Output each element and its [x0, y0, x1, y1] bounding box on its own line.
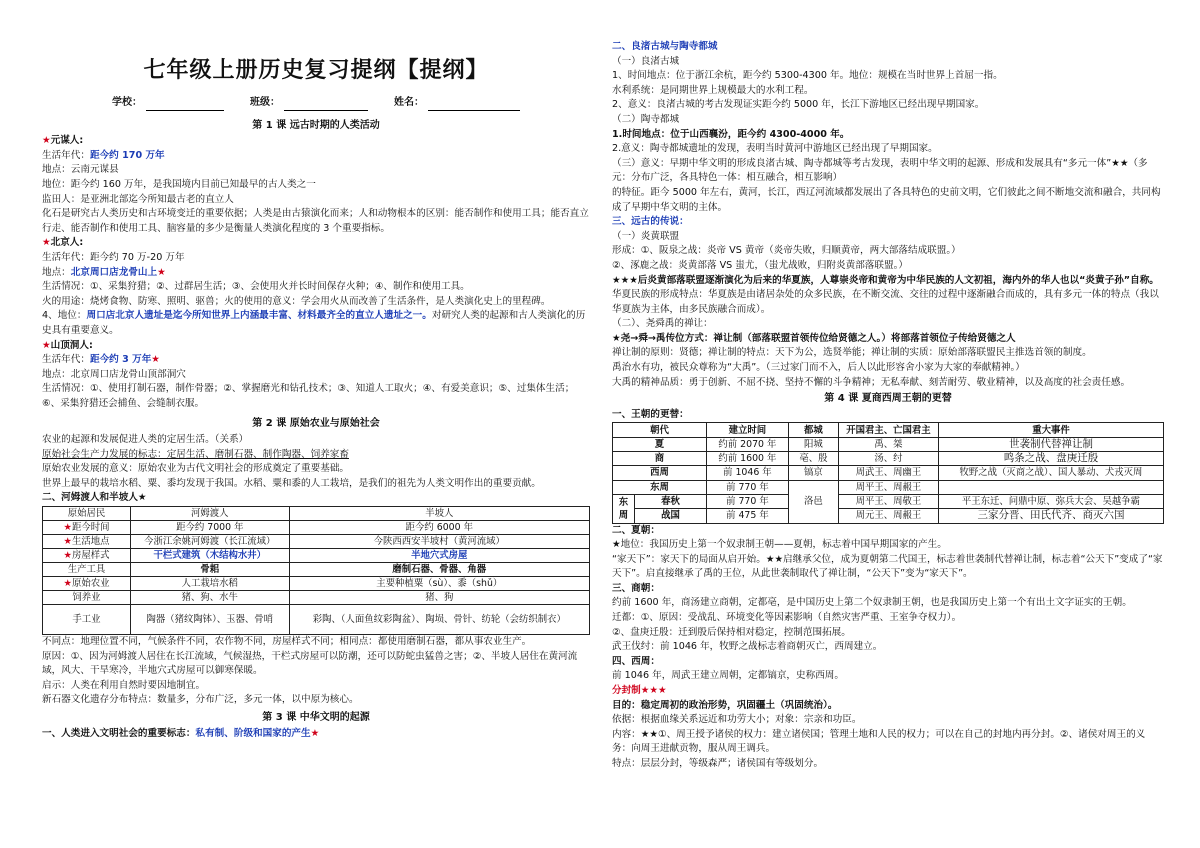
r-line: 华夏民族的形成特点：华夏族是由诸居杂处的众多民族，在不断交流、交往的过程中逐渐融合而成的，具有多元一体的特点（我以华夏族为主体，由多民族融合而成）。	[612, 289, 1159, 315]
after-line: 新石器文化遗存分布特点：数量多，分布广泛，多元一体，以中原为核心。	[42, 694, 359, 706]
beijing-line: 4、地位：周口店北京人遗址是迄今所知世界上内涵最丰富、材料最齐全的直立人遗址之一。对研究人类的起源和古人类演化的历史具有重要意义。	[42, 310, 586, 336]
beijing-head: ★北京人:	[42, 237, 84, 249]
r-line: 的特征。距今 5000 年左右，黄河，长江，西辽河流域都发展出了各具特色的史前文明，它们彼此之间不断地交流和融合，共同构成了早期中华文明的主体。	[612, 186, 1161, 213]
l2-line: 原始社会生产力发展的标志：定居生活、磨制石器、制作陶器、饲养家畜	[42, 448, 349, 460]
section-heading: 一、王朝的更替：	[612, 408, 689, 420]
r-line: 内容：★★①、周王授予诸侯的权力：建立诸侯国；管理土地和人民的权力；可以在自己的封地内再分封。②、诸侯对周王的义务：向周王进献贡物，服从周王调兵。	[612, 728, 1146, 755]
sdd-line: 生活年代：距今约 3 万年★	[42, 354, 160, 366]
l3-heading: 一、人类进入文明社会的重要标志：私有制、阶级和国家的产生★	[42, 727, 320, 739]
r-line: “家天下”：家天下的局面从启开始。★★启继承父位，成为夏朝第二代国王，标志着世袭制代替禅让制，标志着“公天下”变成了“家天下”。启直接继承了禹的王位，从此世袭制取代了禅让制，“公天下”变为“家天下”。	[612, 553, 1163, 580]
table-row: 东周 前 770 年 洛邑 周平王、周赧王	[613, 480, 1164, 494]
r-line: 2.意义：陶寺都城遗址的发现，表明当时黄河中游地区已经出现了早期国家。	[612, 143, 938, 155]
table-row: ★房屋样式 干栏式建筑（木结构水井） 半地穴式房屋	[43, 549, 590, 563]
yuanmou-line: 化石是研究古人类历史和古环境变迁的重要依据；人类是由古猿演化而来；人和动物根本的区别：能否制作和使用工具；能否直立行走、能否制作和使用工具、脑容量的多少是衡量人类演化程度的 3 个重要指标。	[42, 208, 589, 234]
hemudu-banpo-table	[42, 506, 590, 635]
section-heading: 二、良渚古城与陶寺都城	[612, 41, 718, 52]
lesson-4-title: 第 4 课 夏商西周王朝的更替	[824, 393, 952, 405]
r-line: 2、意义：良渚古城的考古发现证实距今约 5000 年，长江下游地区已经出现早期国家。	[612, 99, 985, 111]
table-row: 东周 春秋 前 770 年 周平王、周敬王 平王东迁、问鼎中原、弥兵大会、吴越争霸	[613, 494, 1164, 508]
table-header-row: 朝代 建立时间 都城 开国君主、亡国君主 重大事件	[613, 423, 1164, 437]
r-line: 依据：根据血缘关系远近和功劳大小；对象：宗亲和功臣。	[612, 714, 862, 726]
section-heading: 四、西周：	[612, 655, 660, 667]
table-row: ★距今时间 距今约 7000 年 距今约 6000 年	[43, 521, 590, 535]
table-row: 战国 前 475 年 周元王、周赧王 三家分晋、田氏代齐、商灭六国	[613, 509, 1164, 523]
r-line: （一）良渚古城	[612, 55, 680, 67]
right-column	[612, 40, 1164, 772]
table-row: 夏 约前 2070 年 阳城 禹、桀 世袭制代替禅让制	[613, 437, 1164, 451]
r-line: ★地位：我国历史上第一个奴隶制王朝——夏朝，标志着中国早期国家的产生。	[612, 539, 947, 551]
r-line: （一）炎黄联盟	[612, 230, 680, 242]
shandingdong-head: ★山顶洞人:	[42, 339, 93, 351]
yuanmou-head: ★元谋人:	[42, 135, 84, 147]
yuanmou-line: 地点：云南元谋县	[42, 164, 119, 176]
table-row: 饲养业 猪、狗、水牛 猪、狗	[43, 591, 590, 605]
sdd-line: 地点：北京周口店龙骨山顶部洞穴	[42, 368, 186, 380]
table-header-row: 原始居民 河姆渡人 半坡人	[43, 507, 590, 521]
r-line: （二）、尧舜禹的禅让：	[612, 318, 713, 330]
l2-line: 农业的起源和发展促进人类的定居生活。（关系）	[42, 434, 249, 446]
r-line: （三）意义：早期中华文明的形成良渚古城、陶寺都城等考古发现，表明中华文明的起源、形成和发展具有“多元一体”★★（多元：分布广泛，各具特色一体：相互融合，相互影响）	[612, 157, 1148, 184]
table-row: 手工业 陶器（猪纹陶钵）、玉器、骨哨 彩陶、（人面鱼纹彩陶盆）、陶埙、骨针、纺轮（会纺织制衣）	[43, 605, 590, 635]
r-line: 形成：①、阪泉之战：炎帝 VS 黄帝（炎帝失败，归顺黄帝，两大部落结成联盟。）	[612, 245, 961, 257]
table-row: ★原始农业 人工栽培水稻 主要种植粟（sù）、黍（shǔ）	[43, 577, 590, 591]
r-line: 迁都：①、原因：受战乱、环境变化等因素影响（自然灾害严重、王室争夺权力）。	[612, 612, 962, 624]
yuanmou-line: 生活年代：距今约 170 万年	[42, 149, 165, 161]
table-row: ★生活地点 今浙江余姚河姆渡（长江流域） 今陕西西安半坡村（黄河流域）	[43, 535, 590, 549]
r-line: 水利系统：是同期世界上规模最大的水利工程。	[612, 84, 814, 96]
yuanmou-line: 监田人：是亚洲北部迄今所知最古老的直立人	[42, 193, 234, 205]
beijing-line: 生活情况：①、采集狩猎；②、过群居生活；③、会使用火并长时间保存火种；④、制作和使用工具。	[42, 281, 470, 293]
table-row: 西周 前 1046 年 镐京 周武王、周幽王 牧野之战（灭商之战）、国人暴动、犬戎灭周	[613, 466, 1164, 480]
section-heading: 三、远古的传说：	[612, 216, 689, 228]
lesson-2-title: 第 2 课 原始农业与原始社会	[252, 418, 380, 430]
table-row: 商 约前 1600 年 亳、殷 汤、纣 鸣条之战、盘庚迁殷	[613, 452, 1164, 466]
r-line: ②、盘庚迁殷：迁到殷后保持相对稳定，控制范围拓展。	[612, 626, 851, 638]
school-field[interactable]: 学校：	[112, 96, 224, 111]
r-line: 大禹的精神品质：勇于创新、不屈不挠、坚持不懈的斗争精神；无私奉献、刻苦耐劳、敬业精神，以及高度的社会责任感。	[612, 376, 1131, 388]
r-line: 禅让制的原则：贤德；禅让制的特点：天下为公，选贤举能；禅让制的实质：原始部落联盟民主推选首领的制度。	[612, 347, 1092, 359]
info-fields	[42, 96, 590, 111]
r-line: ★★★后炎黄部落联盟逐渐演化为后来的华夏族，人尊崇炎帝和黄帝为中华民族的人文初祖，海内外的华人也以“炎黄子孙”自称。	[612, 274, 1159, 286]
table-row: 生产工具 骨耜 磨制石器、骨器、角器	[43, 563, 590, 577]
class-field[interactable]: 班级：	[250, 96, 368, 111]
dynasty-table	[612, 422, 1164, 523]
left-column	[42, 0, 590, 741]
beijing-line: 生活年代：距今约 70 万-20 万年	[42, 251, 185, 263]
fenfeng-heading: 分封制★★★	[612, 685, 667, 697]
yuanmou-line: 地位：距今约 160 万年，是我国境内目前已知最早的古人类之一	[42, 178, 316, 190]
r-line: 特点：层层分封，等级森严；诸侯国有等级划分。	[612, 758, 824, 770]
r-line: 武王伐纣：前 1046 年，牧野之战标志着商朝灭亡，西周建立。	[612, 641, 883, 653]
section-heading: 二、夏朝：	[612, 524, 660, 536]
r-line: 1、时间地点：位于浙江余杭，距今约 5300-4300 年。地位：规模在当时世界上首屈一指。	[612, 70, 1003, 82]
r-line: ②、涿鹿之战：炎黄部落 VS 蚩尤，（蚩尤战败，归附炎黄部落联盟。）	[612, 259, 908, 271]
r-line: 约前 1600 年，商汤建立商朝，定都亳，是中国历史上第二个奴隶制王朝，也是我国历史上第一个有出土文字证实的王朝。	[612, 597, 1132, 609]
page-title: 七年级上册历史复习提纲【提纲】	[143, 58, 489, 83]
name-field[interactable]: 姓名：	[394, 96, 520, 111]
beijing-line: 火的用途：烧烤食物、防寒、照明、驱兽；火的使用的意义：学会用火从而改善了生活条件，是人类演化史上的里程碑。	[42, 295, 551, 307]
r-line: 禹治水有功，被民众尊称为“大禹”。（三过家门而不入，后人以此形容舍小家为大家的奉献精神。）	[612, 362, 1025, 374]
after-line: 不同点：地理位置不同，气候条件不同，农作物不同，房屋样式不同；相同点：都使用磨制石器，都从事农业生产。	[42, 636, 532, 648]
l2-line: 原始农业发展的意义：原始农业为古代文明社会的形成奠定了重要基础。	[42, 463, 349, 475]
r-line: （二）陶寺都城	[612, 113, 680, 125]
after-line: 原因：①、因为河姆渡人居住在长江流域，气候湿热，干栏式房屋可以防潮，还可以防蛇虫猛兽之害；②、半坡人居住在黄河流域，风大、干旱寒冷，半地穴式房屋可以御寒保暖。	[42, 650, 578, 677]
l2-line: 世界上最早的栽培水稻、粟、黍均发现于我国。水稻、粟和黍的人工栽培，是我们的祖先为人类文明作出的重要贡献。	[42, 477, 541, 489]
r-line: ★尧→舜→禹传位方式：禅让制（部落联盟首领传位给贤德之人。）将部落首领位子传给贤德之人	[612, 332, 1016, 344]
sdd-line: 生活情况：①、使用打制石器，制作骨器；②、掌握磨光和钻孔技术；③、知道人工取火；④、有爱美意识；⑤、过集体生活；⑥、采集狩猎还会捕鱼、会缝制衣服。	[42, 383, 575, 409]
r-line: 目的：稳定周初的政治形势，巩固疆土（巩固统治）。	[612, 699, 838, 711]
lesson-3-title: 第 3 课 中华文明的起源	[262, 712, 370, 723]
beijing-line: 地点：北京周口店龙骨山上★	[42, 266, 166, 278]
r-line: 前 1046 年，周武王建立周朝，定都镐京，史称西周。	[612, 670, 844, 682]
r-line: 1.时间地点：位于山西襄汾，距今约 4300-4000 年。	[612, 128, 850, 140]
section-heading: 二、河姆渡人和半坡人★	[42, 492, 147, 504]
after-line: 启示：人类在利用自然时要因地制宜。	[42, 679, 206, 691]
lesson-1-title: 第 1 课 远古时期的人类活动	[252, 119, 380, 131]
section-heading: 三、商朝：	[612, 582, 660, 594]
